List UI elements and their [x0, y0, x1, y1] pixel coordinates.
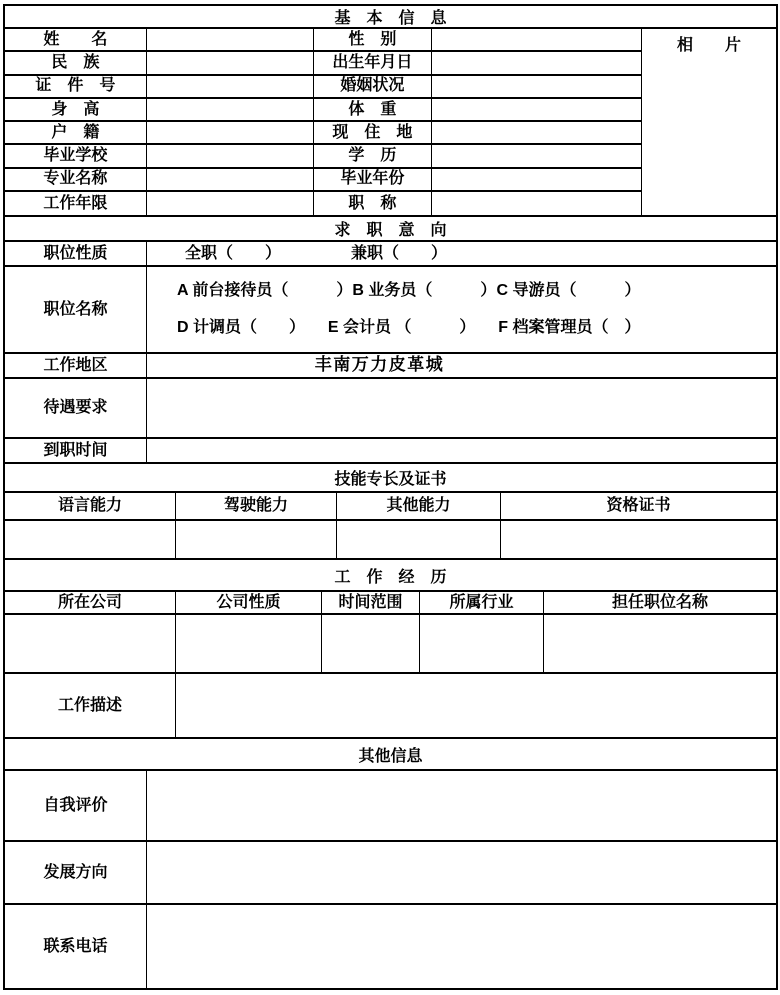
resume-form: [3, 4, 778, 990]
option-e-accountant[interactable]: E 会计员 （ ）: [327, 319, 476, 336]
self-evaluation-row: [5, 771, 776, 842]
work-description-label: 工作描述: [5, 674, 176, 737]
other-ability-input-cell[interactable]: [337, 521, 501, 558]
marital-status-label: 婚姻状况: [314, 76, 433, 97]
position-name-label: 职位名称: [5, 267, 147, 352]
development-direction-label: 发展方向: [5, 842, 147, 903]
position-name-row: [5, 267, 776, 354]
company-input-cell[interactable]: [5, 615, 176, 672]
birth-date-input-cell[interactable]: [432, 52, 641, 73]
option-d-tour-planner[interactable]: D 计调员（ ）: [177, 319, 306, 336]
current-residence-label: 现 住 地: [314, 122, 433, 143]
basic-row-school-education: [5, 145, 641, 168]
major-name-input-cell[interactable]: [147, 169, 314, 190]
self-evaluation-label: 自我评价: [5, 771, 147, 840]
education-input-cell[interactable]: [432, 145, 641, 166]
company-type-header: 公司性质: [176, 592, 322, 613]
basic-info-grid: [5, 29, 642, 215]
id-number-input-cell[interactable]: [147, 76, 314, 97]
option-b-salesperson[interactable]: B 业务员（ ）: [352, 282, 497, 300]
qualification-certificate-header: 资格证书: [606, 497, 671, 515]
graduation-year-label: 毕业年份: [314, 169, 433, 190]
ethnicity-input-cell[interactable]: [147, 52, 314, 73]
current-residence-input-cell[interactable]: [432, 122, 641, 143]
graduation-year-input-cell[interactable]: [432, 169, 641, 190]
industry-input-cell[interactable]: [420, 615, 544, 672]
skills-values-row: [5, 521, 776, 560]
salary-requirement-label: 待遇要求: [5, 379, 147, 437]
section-title-basic-info: 基 本 信 息: [334, 10, 447, 27]
development-direction-row: [5, 842, 776, 905]
major-name-label: 专业名称: [5, 169, 147, 190]
position-options-line2: [177, 319, 640, 337]
company-header: 所在公司: [5, 592, 176, 613]
basic-row-major-gradyear: [5, 169, 641, 192]
skills-header-row: [5, 464, 776, 493]
work-area-label: 工作地区: [5, 354, 147, 377]
basic-row-height-weight: [5, 99, 641, 122]
language-ability-input-cell[interactable]: [5, 521, 176, 558]
gender-input-cell[interactable]: [432, 29, 641, 50]
name-input-cell[interactable]: [147, 29, 314, 50]
basic-row-name-gender: [5, 29, 641, 52]
household-registration-input-cell[interactable]: [147, 122, 314, 143]
weight-label: 体 重: [314, 99, 433, 120]
fulltime-option[interactable]: 全职（ ）: [185, 244, 282, 262]
position-held-input-cell[interactable]: [544, 615, 776, 672]
basic-info-section: [5, 29, 776, 217]
industry-header: 所属行业: [420, 592, 544, 613]
work-years-input-cell[interactable]: [147, 192, 314, 215]
job-title-label: 职 称: [314, 192, 433, 215]
name-label: 姓 名: [5, 29, 147, 50]
position-name-input-cell[interactable]: [147, 267, 685, 352]
section-title-skills: 技能专长及证书: [334, 471, 447, 488]
id-number-label: 证 件 号: [5, 76, 147, 97]
basic-row-id-marital: [5, 76, 641, 99]
start-time-label: 到职时间: [5, 439, 147, 462]
contact-phone-label: 联系电话: [5, 905, 147, 988]
marital-status-input-cell[interactable]: [432, 76, 641, 97]
section-title-other-info: 其他信息: [358, 747, 423, 765]
photo-label: 相 片: [676, 37, 741, 54]
graduate-school-label: 毕业学校: [5, 145, 147, 166]
basic-row-ethnicity-birthdate: [5, 52, 641, 75]
height-label: 身 高: [5, 99, 147, 120]
qualification-certificate-input-cell[interactable]: [501, 521, 776, 558]
work-years-label: 工作年限: [5, 192, 147, 215]
other-info-header-row: [5, 739, 776, 771]
skills-columns-row: [5, 493, 776, 521]
language-ability-header: 语言能力: [5, 493, 176, 519]
position-type-input-cell[interactable]: [147, 242, 447, 265]
work-columns-row: [5, 592, 776, 615]
graduate-school-input-cell[interactable]: [147, 145, 314, 166]
start-time-row: [5, 439, 776, 464]
work-values-row: [5, 615, 776, 674]
other-ability-header: 其他能力: [337, 493, 501, 519]
basic-info-header-row: [5, 6, 776, 29]
contact-phone-row: [5, 905, 776, 988]
option-f-archives-manager[interactable]: F 档案管理员（ ）: [498, 319, 641, 336]
job-intention-header-row: [5, 217, 776, 242]
position-options-line1: [177, 282, 640, 300]
work-experience-header-row: [5, 560, 776, 592]
ethnicity-label: 民 族: [5, 52, 147, 73]
salary-requirement-row: [5, 379, 776, 439]
time-range-input-cell[interactable]: [322, 615, 420, 672]
position-type-label: 职位性质: [5, 242, 147, 265]
education-label: 学 历: [314, 145, 433, 166]
section-title-work-experience: 工 作 经 历: [334, 568, 447, 586]
gender-label: 性 别: [314, 29, 433, 50]
work-area-input-cell[interactable]: [147, 354, 612, 377]
work-area-value: 丰南万力皮革城: [314, 355, 445, 375]
company-type-input-cell[interactable]: [176, 615, 322, 672]
basic-row-workyears-title: [5, 192, 641, 215]
weight-input-cell[interactable]: [432, 99, 641, 120]
height-input-cell[interactable]: [147, 99, 314, 120]
time-range-header: 时间范围: [322, 592, 420, 613]
position-type-row: [5, 242, 776, 267]
birth-date-label: 出生年月日: [314, 52, 433, 73]
work-area-row: [5, 354, 776, 379]
section-title-job-intention: 求 职 意 向: [334, 222, 447, 239]
work-description-row: [5, 674, 776, 739]
basic-row-registration-residence: [5, 122, 641, 145]
parttime-option[interactable]: 兼职（ ）: [351, 244, 448, 262]
option-a-receptionist[interactable]: A 前台接待员（ ）: [177, 282, 353, 300]
job-title-input-cell[interactable]: [432, 192, 641, 215]
driving-ability-input-cell[interactable]: [176, 521, 337, 558]
option-c-tour-guide[interactable]: C 导游员（ ）: [496, 282, 641, 300]
photo-cell[interactable]: [642, 29, 776, 215]
driving-ability-header: 驾驶能力: [176, 493, 337, 519]
household-registration-label: 户 籍: [5, 122, 147, 143]
position-held-header: 担任职位名称: [611, 593, 708, 611]
